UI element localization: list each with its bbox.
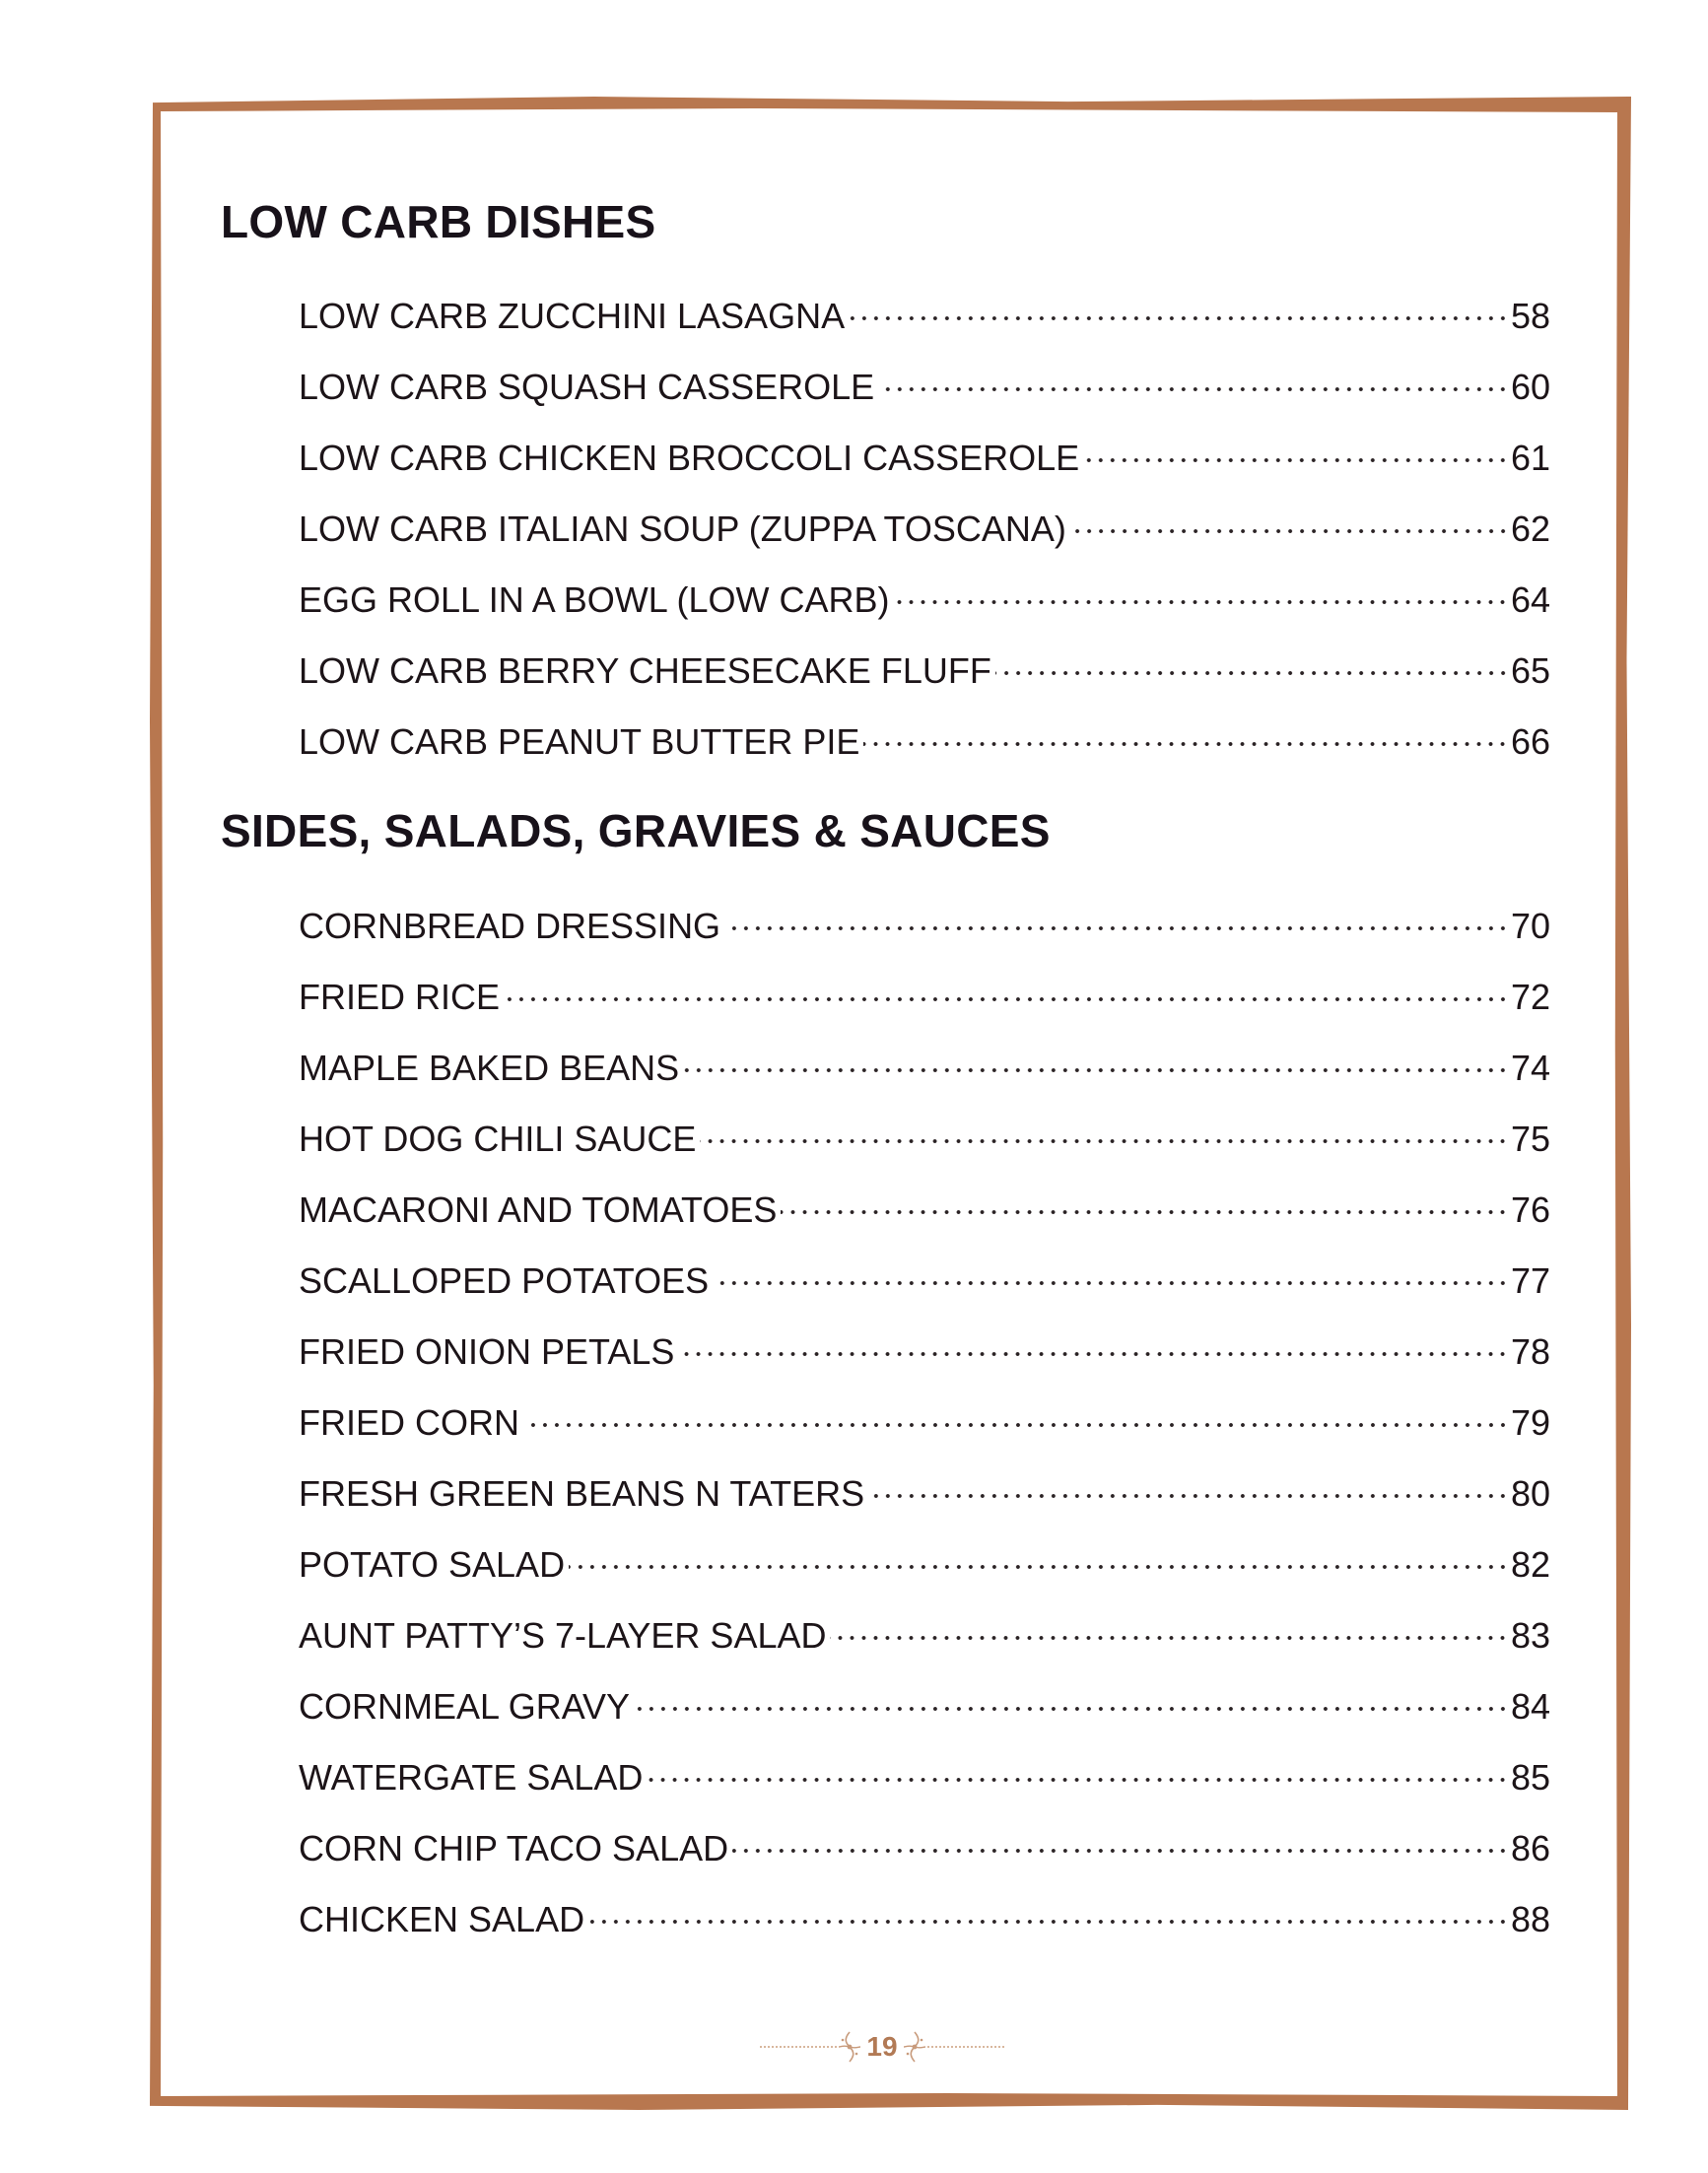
toc-entry[interactable] xyxy=(299,359,1550,408)
dot-leader xyxy=(732,1841,1509,1861)
flourish-ornament-icon xyxy=(902,2030,927,2064)
toc-entry-page: 77 xyxy=(1510,1260,1550,1301)
toc-entry[interactable] xyxy=(299,1749,1550,1799)
toc-entry-title: CORN CHIP TACO SALAD xyxy=(299,1828,729,1868)
toc-entry-title: LOW CARB PEANUT BUTTER PIE xyxy=(299,721,860,762)
toc-entry[interactable] xyxy=(299,430,1550,479)
toc-entry[interactable] xyxy=(299,969,1550,1018)
toc-entry[interactable] xyxy=(299,288,1550,337)
toc-entry-title: LOW CARB SQUASH CASSEROLE xyxy=(299,367,875,407)
toc-entry[interactable] xyxy=(299,1111,1550,1160)
toc-entry-page: 62 xyxy=(1510,509,1550,549)
dot-leader xyxy=(1070,521,1509,541)
toc-entry-title: FRIED RICE xyxy=(299,977,501,1017)
toc-entry-page: 64 xyxy=(1510,579,1550,620)
toc-entry[interactable] xyxy=(299,501,1550,550)
toc-entry-title: POTATO SALAD xyxy=(299,1544,566,1585)
dot-leader xyxy=(713,1273,1509,1293)
toc-entry[interactable] xyxy=(299,1253,1550,1302)
flourish-ornament-icon xyxy=(837,2030,862,2064)
dot-leader xyxy=(504,989,1509,1009)
dot-leader xyxy=(523,1415,1509,1435)
toc-entry[interactable] xyxy=(299,898,1550,947)
toc-entry-title: MAPLE BAKED BEANS xyxy=(299,1048,680,1088)
toc-entry-page: 60 xyxy=(1510,367,1550,407)
toc-entry-page: 80 xyxy=(1510,1473,1550,1514)
section-title-low-carb-dishes: LOW CARB DISHES xyxy=(221,196,656,247)
dot-leader xyxy=(647,1770,1509,1790)
dot-leader xyxy=(683,1060,1509,1080)
dot-leader xyxy=(634,1699,1509,1719)
toc-entry-title: LOW CARB ITALIAN SOUP (ZUPPA TOSCANA) xyxy=(299,509,1066,549)
toc-entry-page: 76 xyxy=(1510,1189,1550,1230)
toc-entry-title: CHICKEN SALAD xyxy=(299,1899,585,1939)
toc-entry[interactable] xyxy=(299,1678,1550,1728)
dot-leader xyxy=(588,1912,1509,1932)
dot-leader xyxy=(849,308,1509,328)
toc-entry-title: SCALLOPED POTATOES xyxy=(299,1260,710,1301)
toc-entry-page: 79 xyxy=(1510,1402,1550,1443)
toc-entry-title: AUNT PATTY’S 7-LAYER SALAD xyxy=(299,1615,827,1656)
dot-leader xyxy=(830,1628,1508,1648)
dot-leader xyxy=(868,1486,1509,1506)
toc-entry[interactable] xyxy=(299,1607,1550,1657)
toc-entry-title: WATERGATE SALAD xyxy=(299,1757,644,1798)
dot-leader xyxy=(893,592,1509,612)
toc-entry-page: 66 xyxy=(1510,721,1550,762)
toc-entry[interactable] xyxy=(299,1394,1550,1444)
toc-entry-page: 88 xyxy=(1510,1899,1550,1939)
dot-leader xyxy=(700,1131,1509,1151)
toc-entry-page: 82 xyxy=(1510,1544,1550,1585)
dot-leader xyxy=(724,918,1509,938)
dot-leader xyxy=(863,734,1509,754)
toc-entry[interactable] xyxy=(299,1324,1550,1373)
toc-entry[interactable] xyxy=(299,1040,1550,1089)
toc-entry-page: 61 xyxy=(1510,438,1550,478)
toc-entry-title: LOW CARB CHICKEN BROCCOLI CASSEROLE xyxy=(299,438,1080,478)
toc-entry[interactable] xyxy=(299,1536,1550,1586)
toc-entry-page: 70 xyxy=(1510,906,1550,946)
page-number: 19 xyxy=(866,2031,898,2062)
toc-entry[interactable] xyxy=(299,1182,1550,1231)
toc-entry-page: 83 xyxy=(1510,1615,1550,1656)
footer-dotted-rule xyxy=(927,2046,1004,2048)
dot-leader xyxy=(878,379,1509,399)
toc-entry-title: LOW CARB ZUCCHINI LASAGNA xyxy=(299,296,846,336)
toc-entry-page: 74 xyxy=(1510,1048,1550,1088)
toc-entry[interactable] xyxy=(299,1891,1550,1940)
toc-entry-title: FRIED CORN xyxy=(299,1402,519,1443)
toc-entry-page: 78 xyxy=(1510,1331,1550,1372)
toc-entry[interactable] xyxy=(299,1820,1550,1869)
toc-entry-title: LOW CARB BERRY CHEESECAKE FLUFF xyxy=(299,650,991,691)
footer-dotted-rule xyxy=(760,2046,837,2048)
page-footer xyxy=(759,2022,1005,2071)
toc-entry-title: CORNBREAD DRESSING xyxy=(299,906,721,946)
toc-entry-title: HOT DOG CHILI SAUCE xyxy=(299,1119,697,1159)
toc-entry-page: 72 xyxy=(1510,977,1550,1017)
toc-entry[interactable] xyxy=(299,643,1550,692)
dot-leader xyxy=(1083,450,1509,470)
toc-entry-page: 85 xyxy=(1510,1757,1550,1798)
toc-entry-page: 86 xyxy=(1510,1828,1550,1868)
toc-entry-title: MACARONI AND TOMATOES xyxy=(299,1189,778,1230)
toc-entry-page: 75 xyxy=(1510,1119,1550,1159)
section-title-sides-salads-gravies-sauces: SIDES, SALADS, GRAVIES & SAUCES xyxy=(221,805,1051,856)
dot-leader xyxy=(678,1344,1509,1364)
toc-entry-title: FRIED ONION PETALS xyxy=(299,1331,675,1372)
toc-entry-title: EGG ROLL IN A BOWL (LOW CARB) xyxy=(299,579,890,620)
toc-entry[interactable] xyxy=(299,1465,1550,1515)
toc-entry[interactable] xyxy=(299,572,1550,621)
toc-entry-page: 84 xyxy=(1510,1686,1550,1727)
toc-entry-title: FRESH GREEN BEANS N TATERS xyxy=(299,1473,865,1514)
toc-entry-page: 65 xyxy=(1510,650,1550,691)
dot-leader xyxy=(781,1202,1509,1222)
dot-leader xyxy=(995,663,1509,683)
toc-entry[interactable] xyxy=(299,713,1550,763)
toc-entry-title: CORNMEAL GRAVY xyxy=(299,1686,631,1727)
toc-entry-page: 58 xyxy=(1510,296,1550,336)
dot-leader xyxy=(569,1557,1509,1577)
